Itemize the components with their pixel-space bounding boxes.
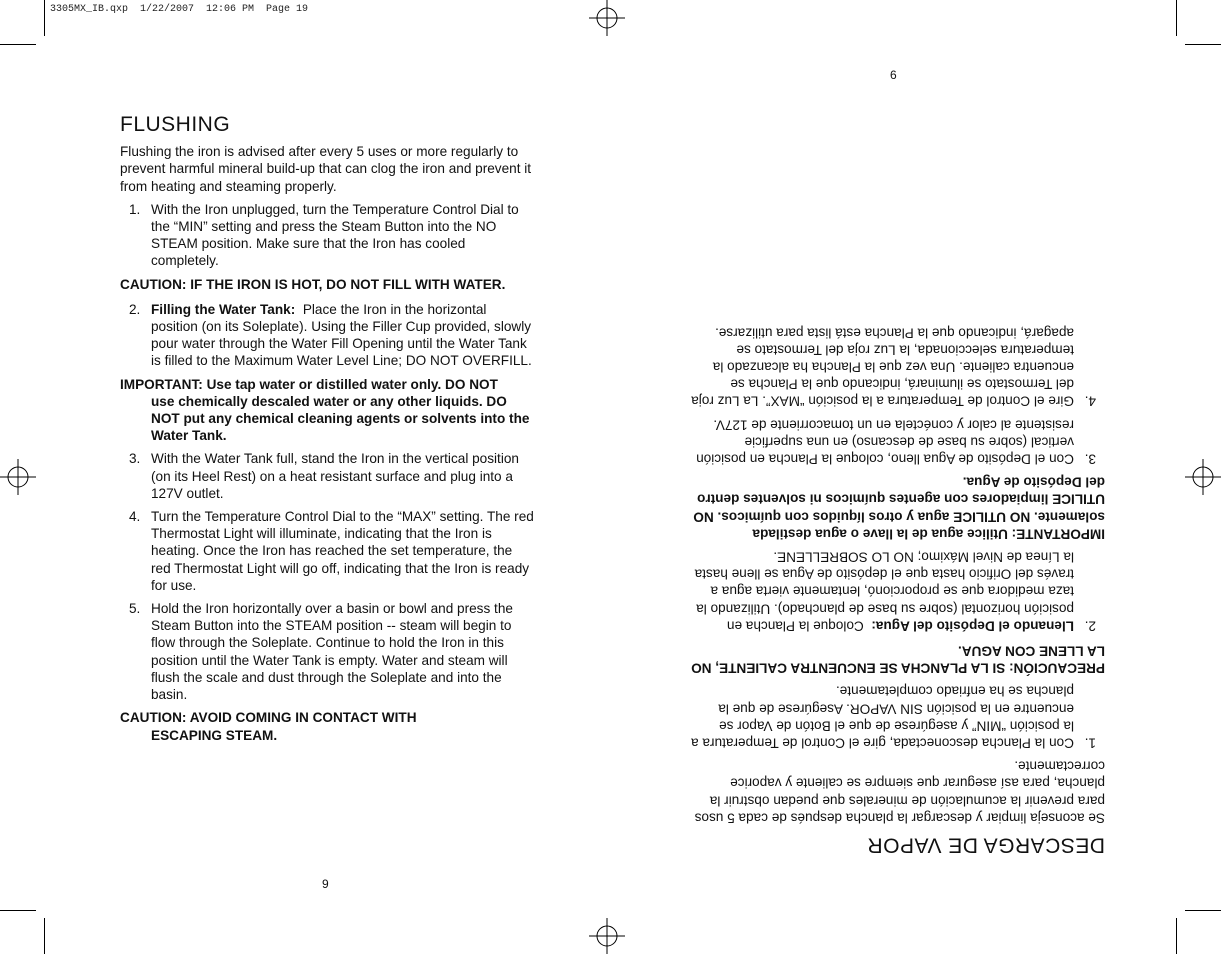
list-number: 1. [129, 201, 141, 217]
crop-mark [0, 910, 36, 911]
list-item [120, 600, 535, 703]
list-text: With the Iron unplugged, turn the Temperature Control Dial to the “MIN” setting and press the Steam Button into the NO STEAM position. Make sure that the Iron has cooled completely. [151, 201, 519, 269]
caution-rest: ESCAPING STEAM. [151, 727, 278, 743]
print-slug: 3305MX_IB.qxp 1/22/2007 12:06 PM Page 19 [50, 4, 309, 15]
intro-paragraph: Flushing the iron is advised after every 5 uses or more regularly to prevent harmful mineral build-up that can clog the iron and prevent it from heating and steaming properly. [120, 144, 532, 194]
list-text: Hold the Iron horizontally over a basin or bowl and press the Steam Button into the STEAM position -- steam will begin to flow through the Soleplate. Continue to hold the Iron in this position until the Water Tank is empty. Water and steam will flush the scale and dust through the Soleplate and into the basin. [151, 601, 513, 703]
list-item [120, 450, 535, 502]
english-page [120, 113, 535, 752]
caution-text: CAUTION: IF THE IRON IS HOT, DO NOT FILL WITH WATER. [120, 276, 506, 292]
list-number: 4. [129, 509, 141, 525]
list-text: Con el Depósito de Agua lleno, coloque la Plancha en posición vertical (sobre su base de descanso) en una superficie resistente al calor y conéctela en un tomacorriente de 127V. [696, 417, 1074, 467]
list-text: Gire el Control de Temperatura a la posición “MAX”. La Luz roja del Termostato se iluminará, indicando que la Plancha se encuentra caliente. Una vez que la Plancha ha alcanzado la temperatura seleccionada, la Luz roja del Termostato se apagará, indicando que la Plancha está lista para utilizarse. [691, 325, 1074, 410]
list-number: 2. [1084, 618, 1096, 634]
caution-text: PRECAUCIÓN: SI LA PLANCHA SE ENCUENTRA CALIENTE, NO LA LLENE CON AGUA. [691, 643, 1105, 676]
step-heading: Filling the Water Tank: [151, 301, 296, 317]
list-item [120, 201, 535, 270]
spanish-page [690, 318, 1105, 857]
crop-mark [1185, 44, 1221, 45]
list-text: Coloque la Plancha en posición horizontal (sobre su base de planchado). Utilizando la taza medidora que se proporcionó, lentamente vierta agua a través del Orificio hasta que el depósito de Agua se llene hasta la Línea de Nivel Máximo; NO LO SOBRELLENE. [694, 549, 1074, 634]
list-item [690, 548, 1105, 634]
list-item [690, 683, 1105, 752]
list-text: Turn the Temperature Control Dial to the “MAX” setting. The red Thermostat Light will illuminate, indicating that the Iron is heating. Once the Iron has reached the set temperature, the red Thermostat Light will go off, indicating that the Iron is ready for use. [151, 509, 534, 593]
crop-mark [1176, 0, 1177, 36]
registration-mark-icon [1185, 459, 1221, 495]
important-note: IMPORTANTE: Utilice agua de la llave o agua destilada solamente. NO UTILICE agua y otros líquidos con químicos. NO UTILICE limpiadores con agentes químicos ni solventes dentro del Depósito de Agua. [693, 474, 1105, 542]
crop-mark [1176, 918, 1177, 954]
intro-paragraph: Se aconseja limpiar y descargar la plancha después de cada 5 usos para prevenir la acumulación de minerales que puedan obstruir la plancha, para así asegurar que siempre se caliente y vaporice correctamente. [694, 758, 1105, 826]
caution-text-2 [120, 709, 535, 743]
list-text: Con la Plancha desconectada, gire el Control de Temperatura a la posición “MIN” y asegúrese de que el Botón de Vapor se encuentre en la posición SIN VAPOR. Asegúrese de que la plancha se ha enfriado completamente. [691, 684, 1074, 751]
important-note [120, 376, 535, 445]
list-item [690, 416, 1105, 468]
step-heading: Llenando el Depósito del Agua: [871, 618, 1074, 634]
list-number: 5. [129, 601, 141, 617]
page-number-english: 9 [322, 877, 329, 891]
caution-lead: CAUTION: AVOID COMING IN CONTACT WITH [120, 710, 417, 726]
registration-mark-icon [589, 918, 625, 954]
list-number: 1. [1084, 735, 1096, 751]
registration-mark-icon [0, 459, 36, 495]
crop-mark [0, 44, 36, 45]
list-number: 3. [1084, 451, 1096, 467]
list-item [690, 324, 1105, 410]
page-title: FLUSHING [120, 113, 231, 136]
crop-mark [1185, 910, 1221, 911]
important-text: use chemically descaled water or any other liquids. DO NOT put any chemical cleaning agents or solvents into the Water Tank. [151, 393, 530, 444]
list-text: Place the Iron in the horizontal position (on its Soleplate). Using the Filler Cup provided, slowly pour water through the Water Fill Opening until the Water Tank is filled to the Maximum Water Level Line; DO NOT OVERFILL. [151, 301, 532, 369]
crop-mark [44, 0, 45, 36]
page-title-spanish: DESCARGA DE VAPOR [866, 833, 1105, 857]
important-lead: IMPORTANT: Use tap water or distilled water only. DO NOT [120, 376, 498, 392]
page-number-spanish: 6 [890, 68, 897, 82]
list-number: 3. [129, 451, 141, 467]
list-text: With the Water Tank full, stand the Iron in the vertical position (on its Heel Rest) on a heat resistant surface and plug into a 127V outlet. [151, 451, 519, 501]
registration-mark-icon [589, 0, 625, 36]
list-item [120, 301, 535, 370]
list-number: 2. [129, 301, 141, 317]
crop-mark [44, 918, 45, 954]
list-item [120, 508, 535, 594]
list-number: 4. [1084, 394, 1096, 410]
